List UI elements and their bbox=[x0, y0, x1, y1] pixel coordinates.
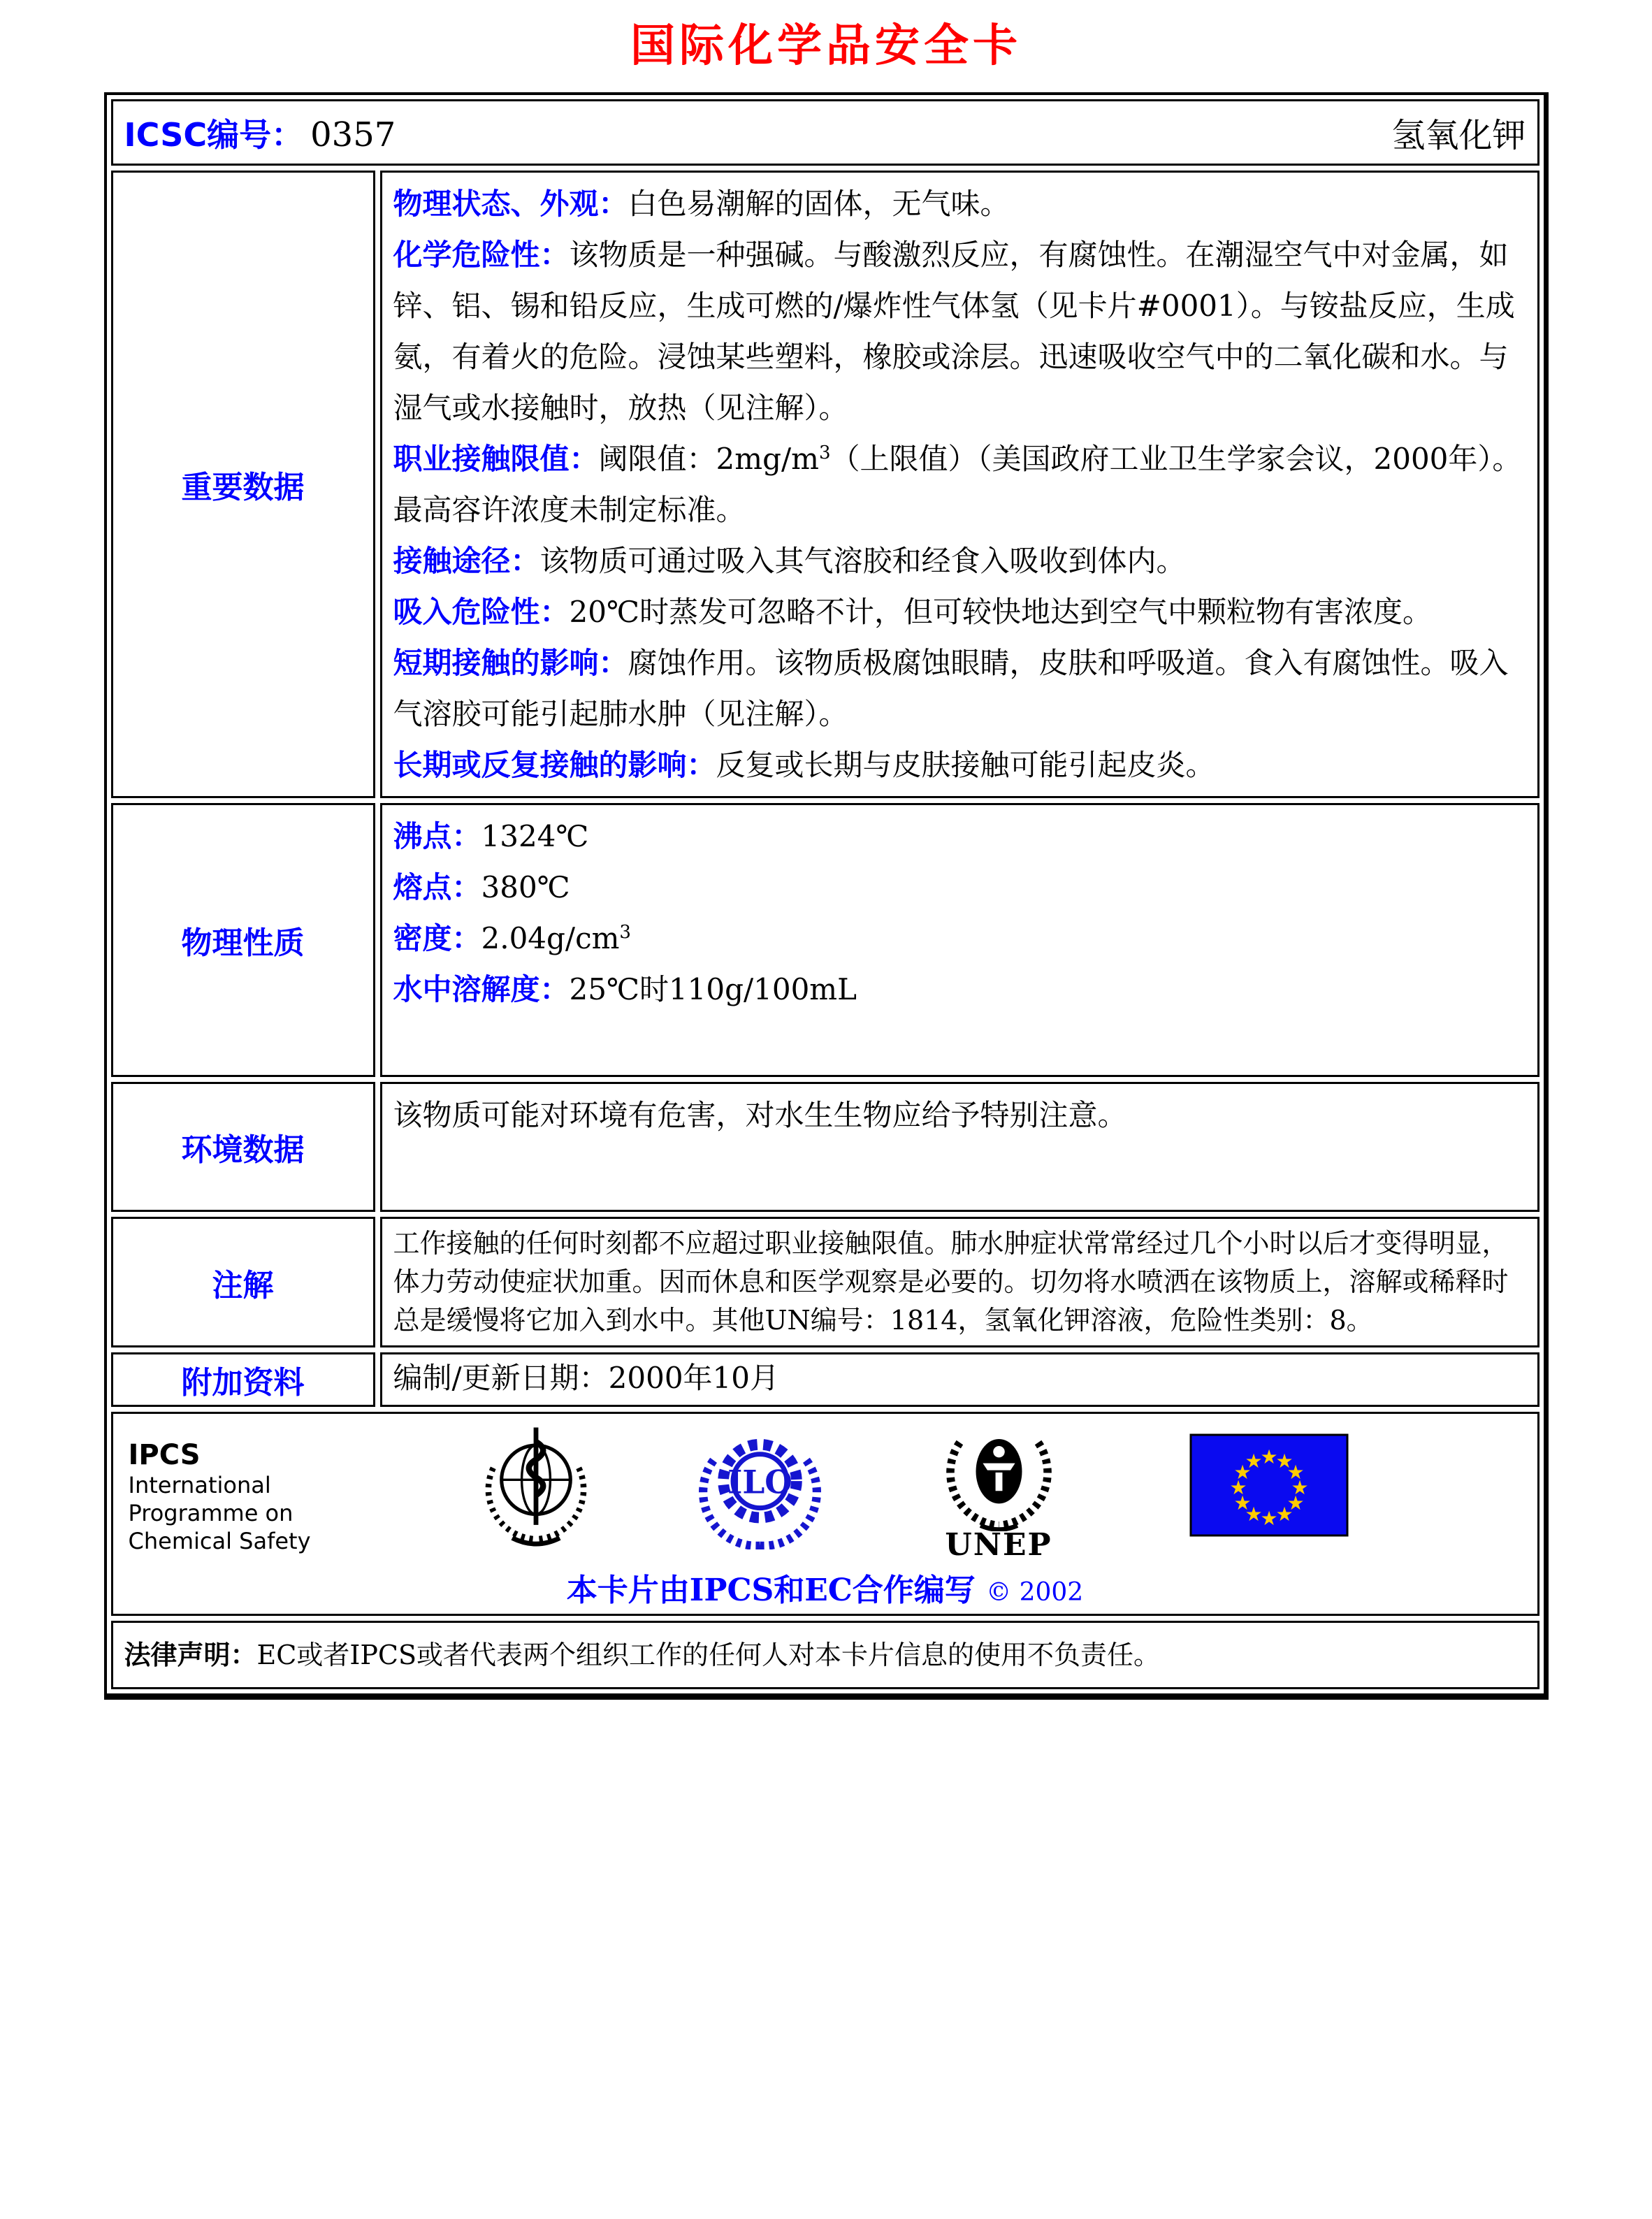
paragraph bbox=[393, 535, 1526, 586]
eu-star: ★ bbox=[1259, 1445, 1278, 1468]
paragraph bbox=[393, 913, 1526, 964]
important-data-content bbox=[380, 171, 1539, 798]
ipcs-text-block bbox=[129, 1439, 311, 1555]
field-value: 1324℃ bbox=[481, 819, 589, 853]
field-label: 职业接触限值： bbox=[393, 442, 599, 476]
ipcs-title: IPCS bbox=[128, 1439, 201, 1471]
paragraph bbox=[393, 178, 1526, 229]
eu-star: ★ bbox=[1233, 1491, 1252, 1515]
ipcs-subtitle-line: Programme on bbox=[128, 1500, 294, 1526]
eu-star: ★ bbox=[1286, 1461, 1305, 1484]
credit-text: 本卡片由IPCS和EC合作编写 bbox=[566, 1573, 976, 1608]
header-row bbox=[111, 99, 1539, 166]
field-label: 物理状态、外观： bbox=[393, 187, 628, 221]
eu-star: ★ bbox=[1244, 1503, 1263, 1526]
superscript: 3 bbox=[818, 442, 831, 463]
environmental-data-label-cell bbox=[111, 1082, 375, 1212]
paragraph bbox=[393, 586, 1526, 637]
ilo-letters: ILO bbox=[727, 1463, 792, 1501]
section-label: 注解 bbox=[212, 1267, 274, 1303]
paragraph bbox=[393, 1090, 1526, 1141]
field-value: 白色易潮解的固体，无气味。 bbox=[628, 187, 1010, 221]
physical-properties-label-cell bbox=[111, 803, 375, 1077]
field-label: 熔点： bbox=[393, 870, 481, 904]
row-legal bbox=[111, 1621, 1539, 1689]
field-value: 该物质可能对环境有危害，对水生生物应给予特别注意。 bbox=[393, 1098, 1127, 1132]
paragraph bbox=[393, 964, 1526, 1015]
field-value: 该物质是一种强碱。与酸激烈反应，有腐蚀性。在潮湿空气中对金属，如锌、铝、锡和铅反应，生成可燃的/爆炸性气体氢（见卡片#0001）。与铵盐反应，生成氨，有着火的危险。浸蚀某些塑料，橡胶或涂层。迅速吸收空气中的二氧化碳和水。与湿气或水接触时，放热（见注解）。 bbox=[393, 238, 1515, 425]
field-value: 380℃ bbox=[481, 870, 570, 904]
field-label: 水中溶解度： bbox=[393, 972, 570, 1006]
row-important-data bbox=[111, 171, 1539, 798]
unep-logo-icon bbox=[941, 1419, 1057, 1531]
paragraph bbox=[393, 1224, 1526, 1340]
section-label: 附加资料 bbox=[181, 1365, 305, 1401]
eu-star: ★ bbox=[1275, 1450, 1294, 1473]
row-physical-properties bbox=[111, 803, 1539, 1077]
chemical-name: 氢氧化钾 bbox=[1391, 116, 1526, 155]
eu-flag-icon bbox=[1189, 1433, 1349, 1537]
field-value: 编制/更新日期：2000年10月 bbox=[393, 1361, 779, 1395]
legal-cell bbox=[111, 1621, 1539, 1689]
paragraph bbox=[393, 862, 1526, 913]
field-value: 2.04g/cm bbox=[481, 921, 620, 955]
field-value: 腐蚀作用。该物质极腐蚀眼睛，皮肤和呼吸道。食入有腐蚀性。吸入气溶胶可能引起肺水肿（见注解）。 bbox=[393, 646, 1509, 731]
field-label: 长期或反复接触的影响： bbox=[393, 748, 716, 782]
eu-star: ★ bbox=[1229, 1476, 1247, 1499]
section-label: 重要数据 bbox=[181, 470, 305, 505]
paragraph bbox=[393, 637, 1526, 739]
paragraph bbox=[393, 739, 1526, 790]
ipcs-subtitle-line: International bbox=[128, 1472, 271, 1498]
additional-info-content bbox=[380, 1352, 1539, 1407]
paragraph bbox=[393, 229, 1526, 433]
header-cell bbox=[111, 99, 1539, 166]
environmental-data-content bbox=[380, 1082, 1539, 1212]
eu-star: ★ bbox=[1275, 1503, 1294, 1526]
field-value: 阈限值：2mg/m bbox=[598, 442, 819, 476]
icsc-number-value: 0357 bbox=[310, 115, 396, 154]
icsc-number-label: ICSC编号： bbox=[124, 115, 304, 154]
ilo-logo-icon bbox=[699, 1424, 821, 1549]
important-data-label-cell bbox=[111, 171, 375, 798]
row-notes bbox=[111, 1217, 1539, 1347]
field-value: （上限值）（美国政府工业卫生学家会议，2000年）。最高容许浓度未制定标准。 bbox=[393, 442, 1522, 527]
legal-statement: EC或者IPCS或者代表两个组织工作的任何人对本卡片信息的使用不负责任。 bbox=[256, 1640, 1161, 1670]
row-logos bbox=[111, 1412, 1539, 1616]
notes-label-cell bbox=[111, 1217, 375, 1347]
paragraph bbox=[393, 1360, 1526, 1396]
logos-cell bbox=[111, 1412, 1539, 1616]
section-label: 物理性质 bbox=[181, 925, 305, 961]
field-value: 20℃时蒸发可忽略不计，但可较快地达到空气中颗粒物有害浓度。 bbox=[569, 595, 1432, 629]
field-value: 工作接触的任何时刻都不应超过职业接触限值。肺水肿症状常常经过几个小时以后才变得明显，体力劳动使症状加重。因而休息和医学观察是必要的。切勿将水喷洒在该物质上，溶解或稀释时总是缓慢将它加入到水中。其他UN编号：1814，氢氧化钾溶液，危险性类别：8。 bbox=[393, 1228, 1509, 1336]
icsc-card bbox=[104, 92, 1549, 1700]
credit-line bbox=[113, 1565, 1537, 1610]
eu-star: ★ bbox=[1290, 1476, 1309, 1499]
icsc-document bbox=[0, 10, 1652, 2219]
field-value: 25℃时110g/100mL bbox=[569, 972, 857, 1006]
row-additional-info bbox=[111, 1352, 1539, 1407]
eu-star: ★ bbox=[1233, 1461, 1252, 1484]
icsc-number-group bbox=[124, 110, 396, 156]
paragraph bbox=[393, 433, 1526, 535]
eu-star: ★ bbox=[1259, 1507, 1278, 1530]
paragraph bbox=[393, 811, 1526, 862]
field-label: 沸点： bbox=[393, 819, 481, 853]
section-label: 环境数据 bbox=[181, 1132, 305, 1168]
unep-label: UNEP bbox=[945, 1527, 1052, 1563]
field-label: 吸入危险性： bbox=[393, 595, 570, 629]
legal-text bbox=[124, 1637, 1161, 1673]
credit-copyright: © 2002 bbox=[986, 1578, 1084, 1607]
field-value: 反复或长期与皮肤接触可能引起皮炎。 bbox=[716, 748, 1215, 782]
eu-star: ★ bbox=[1286, 1491, 1305, 1515]
notes-content bbox=[380, 1217, 1539, 1347]
additional-info-label-cell bbox=[111, 1352, 375, 1407]
page-title: 国际化学品安全卡 bbox=[630, 20, 1022, 72]
eu-star: ★ bbox=[1244, 1450, 1263, 1473]
unep-logo bbox=[941, 1419, 1057, 1561]
who-logo-icon bbox=[477, 1422, 595, 1552]
ipcs-subtitle-line: Chemical Safety bbox=[128, 1528, 311, 1554]
row-environmental-data bbox=[111, 1082, 1539, 1212]
field-label: 接触途径： bbox=[393, 544, 540, 578]
superscript: 3 bbox=[619, 922, 631, 943]
field-value: 该物质可通过吸入其气溶胶和经食入吸收到体内。 bbox=[539, 544, 1186, 578]
field-label: 密度： bbox=[393, 921, 481, 955]
field-label: 化学危险性： bbox=[393, 238, 570, 272]
field-label: 短期接触的影响： bbox=[393, 646, 628, 680]
physical-properties-content bbox=[380, 803, 1539, 1077]
legal-label: 法律声明： bbox=[124, 1640, 257, 1670]
